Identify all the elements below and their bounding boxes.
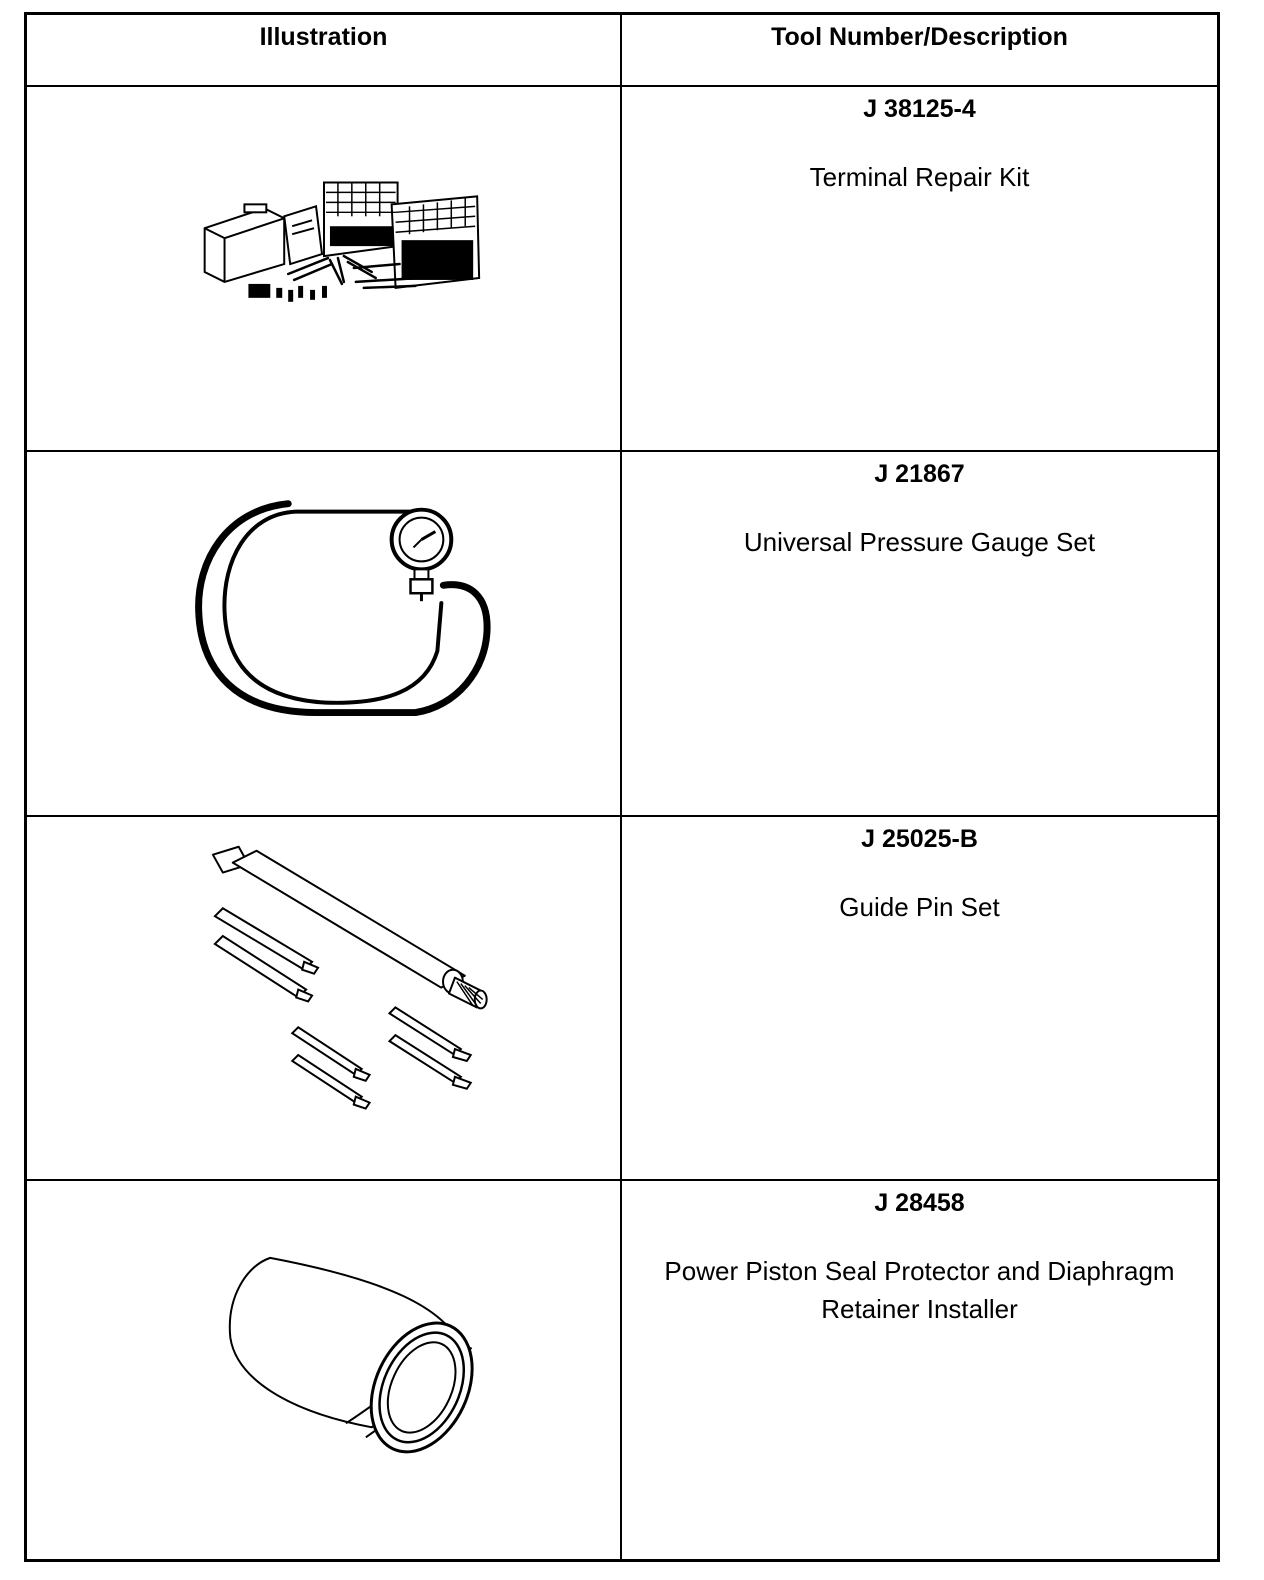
table-row-1-illustration [27, 87, 622, 452]
table-row-4-illustration [27, 1181, 622, 1559]
table-row-3-description [622, 817, 1217, 1181]
tool-number: J 25025-B [861, 825, 978, 853]
table-row-3-illustration [27, 817, 622, 1181]
header-tool [622, 15, 1217, 87]
tool-number: J 28458 [874, 1189, 965, 1217]
table-row-2-description [622, 452, 1217, 817]
header-tool-label: Tool Number/Description [771, 23, 1068, 51]
terminal-repair-kit-icon [27, 87, 620, 450]
guide-pin-set-icon [27, 817, 620, 1179]
tool-number: J 38125-4 [863, 95, 976, 123]
header-illustration-label: Illustration [259, 23, 388, 51]
tool-number: J 21867 [874, 460, 965, 488]
tool-description: Power Piston Seal Protector and Diaphragm Retainer Installer [664, 1256, 1175, 1324]
seal-protector-icon [27, 1181, 620, 1559]
tool-description: Terminal Repair Kit [809, 162, 1030, 192]
table-row-1-description [622, 87, 1217, 452]
tool-table [24, 12, 1220, 1562]
header-illustration [27, 15, 622, 87]
table-row-2-illustration [27, 452, 622, 817]
pressure-gauge-icon [27, 452, 620, 815]
tool-description: Universal Pressure Gauge Set [743, 527, 1096, 557]
tool-description: Guide Pin Set [839, 892, 1000, 922]
table-row-4-description [622, 1181, 1217, 1559]
